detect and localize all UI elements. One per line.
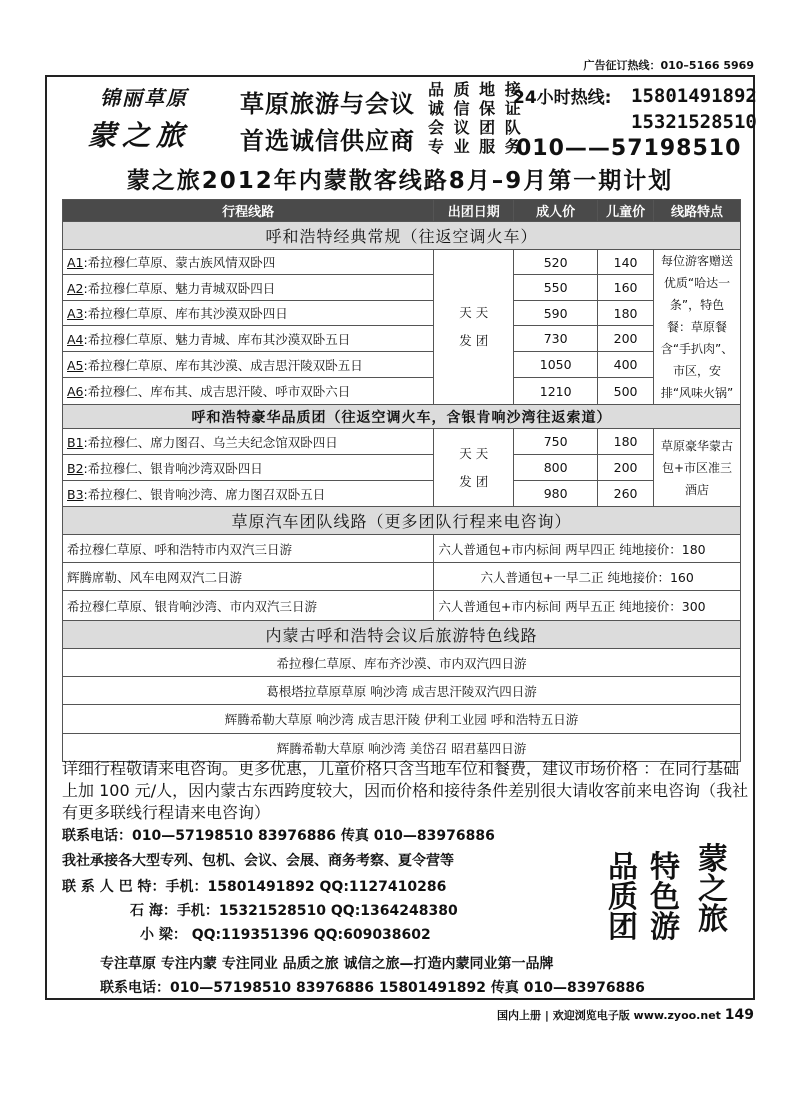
table-row (63, 429, 741, 455)
route-table (62, 199, 741, 762)
meeting-route: 辉腾希勒大草原 响沙湾 美岱召 昭君墓四日游 (63, 734, 741, 762)
brand-char: 品 (608, 850, 638, 885)
table-header (63, 200, 741, 222)
brand-emblem (606, 842, 736, 945)
table-row (63, 300, 741, 325)
brand-char: 色 (650, 880, 680, 915)
departure-date: 天 天 发 团 (434, 250, 514, 405)
header-cell: 成人价 (514, 200, 598, 222)
route-cell (63, 455, 434, 481)
page-title: 蒙之旅2012年内蒙散客线路8月–9月第一期计划 (126, 168, 674, 194)
adult-price: 1210 (514, 378, 598, 405)
table-row (63, 677, 741, 705)
contact-person: 联 系 人 巴 特：手机：15801491892 QQ:1127410286 (62, 879, 447, 895)
adult-price: 520 (514, 250, 598, 275)
route-cell (63, 300, 434, 325)
route-name: :希拉穆仁、库布其、成吉思汗陵、呼市双卧六日 (83, 384, 351, 400)
child-price: 260 (598, 481, 654, 507)
route-name: :希拉穆仁草原、蒙古族风情双卧四 (83, 255, 276, 271)
brand-char: 游 (650, 910, 680, 945)
header-cell: 线路特点 (654, 200, 741, 222)
route-code: A6 (67, 384, 84, 400)
child-price: 180 (598, 300, 654, 325)
route-cell (63, 326, 434, 351)
contact-person: 石 海：手机：15321528510 QQ:1364248380 (130, 903, 458, 919)
route-code: B2 (67, 460, 84, 476)
ad-hotline: 广告征订热线：010–5166 5969 (583, 59, 754, 72)
route-features: 每位游客赠送优质“哈达一条”，特色餐：草原餐含“手扒肉”、市区，安排“风味火锅” (654, 250, 741, 405)
slogan-2: 首选诚信供应商 (240, 126, 415, 155)
route-cell (63, 378, 434, 405)
brand-char: 特 (650, 850, 680, 885)
brand-char: 质 (608, 880, 638, 915)
route-name: :希拉穆仁、银肯响沙湾双卧四日 (83, 460, 263, 476)
child-price: 180 (598, 429, 654, 455)
header-cell: 儿童价 (598, 200, 654, 222)
table-row (63, 275, 741, 300)
route-features: 草原豪华蒙古包+市区准三酒店 (654, 429, 741, 507)
logo (60, 80, 240, 156)
child-price: 400 (598, 351, 654, 378)
table-row (63, 326, 741, 351)
route-cell: 希拉穆仁草原、呼和浩特市内双汽三日游 (63, 535, 434, 563)
route-cell (63, 481, 434, 507)
route-name: :希拉穆仁、银肯响沙湾、席力图召双卧五日 (83, 486, 326, 502)
table-row (63, 455, 741, 481)
route-cell (63, 429, 434, 455)
child-price: 200 (598, 455, 654, 481)
table-row (63, 481, 741, 507)
package-detail: 六人普通包+一早二正 纯地接价：160 (434, 563, 741, 591)
table-row (63, 351, 741, 378)
brand-char: 之 (698, 872, 728, 907)
route-cell (63, 250, 434, 275)
table-row (63, 535, 741, 563)
section-heading: 呼和浩特经典常规（往返空调火车） (63, 222, 741, 250)
services-line: 我社承接各大型专列、包机、会议、会展、商务考察、夏令营等 (62, 853, 454, 869)
child-price: 500 (598, 378, 654, 405)
footer-text: 国内上册 | 欢迎浏览电子版 www.zyoo.net (497, 1009, 721, 1022)
quality-line: 品 质 地 接 (428, 80, 523, 99)
route-cell (63, 351, 434, 378)
route-cell: 希拉穆仁草原、银肯响沙湾、市内双汽三日游 (63, 591, 434, 621)
section-heading: 呼和浩特豪华品质团（往返空调火车，含银肯响沙湾往返索道） (63, 405, 741, 429)
route-code: B3 (67, 486, 84, 502)
big-telephone: 010——57198510 (516, 136, 742, 161)
route-cell (63, 275, 434, 300)
route-name: :希拉穆仁草原、魅力青城、库布其沙漠双卧五日 (83, 331, 351, 347)
brand-char: 团 (608, 910, 638, 945)
route-code: B1 (67, 434, 84, 450)
logo-line2: 蒙之旅 (88, 119, 191, 152)
adult-price: 1050 (514, 351, 598, 378)
table-row (63, 378, 741, 405)
meeting-route: 希拉穆仁草原、库布齐沙漠、市内双汽四日游 (63, 649, 741, 677)
section-heading: 草原汽车团队线路（更多团队行程来电咨询） (63, 507, 741, 535)
child-price: 160 (598, 275, 654, 300)
adult-price: 730 (514, 326, 598, 351)
child-price: 140 (598, 250, 654, 275)
table-row (63, 649, 741, 677)
page-footer (497, 1007, 754, 1023)
meeting-route: 葛根塔拉草原草原 响沙湾 成吉思汗陵双汽四日游 (63, 677, 741, 705)
motto: 专注草原 专注内蒙 专注同业 品质之旅 诚信之旅—打造内蒙同业第一品牌 (100, 956, 554, 972)
quality-block (428, 80, 523, 156)
route-code: A4 (67, 331, 84, 347)
quality-line: 会 议 团 队 (428, 118, 523, 137)
table-row (63, 250, 741, 275)
header-cell: 行程线路 (63, 200, 434, 222)
logo-line1: 锦丽草原 (100, 86, 188, 110)
quality-line: 专 业 服 务 (428, 137, 523, 156)
route-name: :希拉穆仁草原、库布其沙漠双卧四日 (83, 306, 288, 322)
contact-person: 小 梁： QQ:119351396 QQ:609038602 (140, 927, 431, 943)
route-code: A5 (67, 357, 84, 373)
brand-char: 蒙 (698, 842, 728, 877)
page-number: 149 (724, 1007, 754, 1023)
adult-price: 750 (514, 429, 598, 455)
route-name: :希拉穆仁草原、库布其沙漠、成吉思汗陵双卧五日 (83, 357, 363, 373)
brand-char: 旅 (698, 902, 728, 937)
departure-date: 天 天 发 团 (434, 429, 514, 507)
table-row (63, 705, 741, 734)
mobile-2: 15321528510 (631, 111, 757, 133)
route-name: :希拉穆仁、席力图召、乌兰夫纪念馆双卧四日 (83, 434, 338, 450)
meeting-route: 辉腾希勒大草原 响沙湾 成吉思汗陵 伊利工业园 呼和浩特五日游 (63, 705, 741, 734)
contact-telephone: 联系电话：010—57198510 83976886 传真 010—83976886 (62, 828, 495, 844)
table-row (63, 563, 741, 591)
quality-line: 诚 信 保 证 (428, 99, 523, 118)
route-code: A3 (67, 306, 84, 322)
route-cell: 辉腾席勒、风车电网双汽二日游 (63, 563, 434, 591)
phone24-label: 24小时热线: (513, 88, 612, 108)
route-code: A2 (67, 280, 84, 296)
mobile-1: 15801491892 (631, 85, 757, 107)
package-detail: 六人普通包+市内标间 两早四正 纯地接价：180 (434, 535, 741, 563)
adult-price: 550 (514, 275, 598, 300)
section-heading: 内蒙古呼和浩特会议后旅游特色线路 (63, 621, 741, 649)
child-price: 200 (598, 326, 654, 351)
adult-price: 590 (514, 300, 598, 325)
header-cell: 出团日期 (434, 200, 514, 222)
adult-price: 980 (514, 481, 598, 507)
slogan-1: 草原旅游与会议 (240, 89, 415, 118)
package-detail: 六人普通包+市内标间 两早五正 纯地接价：300 (434, 591, 741, 621)
contact-telephone-2: 联系电话：010—57198510 83976886 15801491892 传真 010—83976886 (100, 980, 645, 996)
route-name: :希拉穆仁草原、魅力青城双卧四日 (83, 280, 276, 296)
route-code: A1 (67, 255, 84, 271)
table-row (63, 591, 741, 621)
info-paragraph: 详细行程敬请来电咨询。更多优惠，儿童价格只含当地车位和餐费，建议市场价格 ：在同行基础上加 100 元/人，因内蒙古东西跨度较大，因而价格和接待条件差别很大请收客前来电咨询（我社有更多联线行程请来电咨询） (62, 759, 749, 822)
adult-price: 800 (514, 455, 598, 481)
